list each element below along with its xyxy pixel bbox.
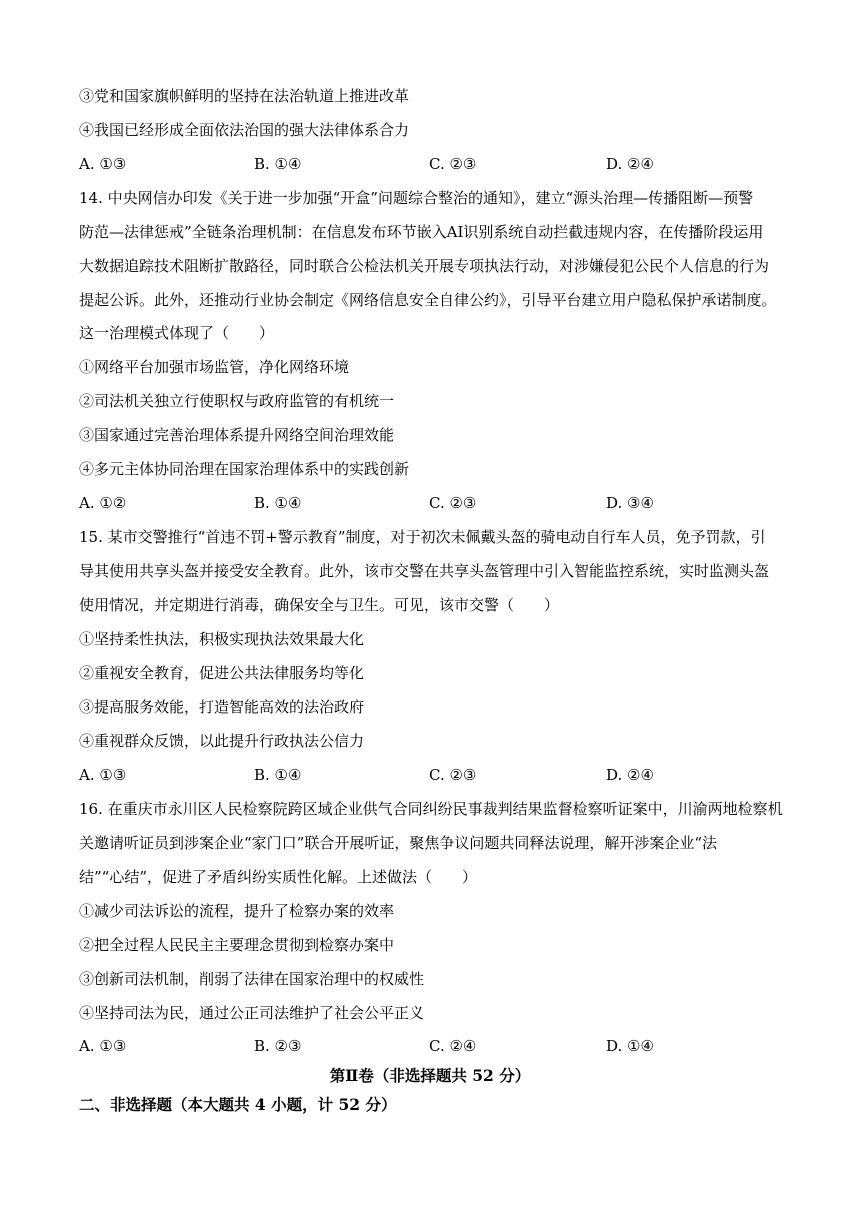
q13-choices (79, 154, 779, 174)
q16-choice-b: B. ②③ (254, 1037, 302, 1055)
q15-option-3: ③提高服务效能，打造智能高效的法治政府 (79, 698, 365, 716)
q16-stem-line-1: 16. 在重庆市永川区人民检察院跨区域企业供气合同纠纷民事裁判结果监督检察听证案中，川渝两地检察机 (79, 800, 783, 818)
q15-choice-d: D. ②④ (606, 766, 654, 784)
q14-choices (79, 493, 779, 513)
q16-option-1: ①减少司法诉讼的流程，提升了检察办案的效率 (79, 902, 395, 920)
part2-title: 第Ⅱ卷（非选择题共 52 分） (329, 1066, 531, 1085)
q13-choice-d: D. ②④ (606, 155, 654, 173)
q15-option-1: ①坚持柔性执法，积极实现执法效果最大化 (79, 630, 365, 648)
q15-option-2: ②重视安全教育，促进公共法律服务均等化 (79, 664, 365, 682)
q16-choice-a: A. ①③ (79, 1037, 127, 1055)
q15-stem-line-1: 15. 某市交警推行“首违不罚+警示教育”制度，对于初次未佩戴头盔的骑电动自行车人员，免予罚款，引 (79, 528, 766, 546)
q16-option-4: ④坚持司法为民，通过公正司法维护了社会公平正义 (79, 1004, 425, 1022)
q14-stem-line-2: 防范—法律惩戒”全链条治理机制：在信息发布环节嵌入AI识别系统自动拦截违规内容，在传播阶段运用 (79, 223, 764, 241)
q14-choice-d: D. ③④ (606, 494, 654, 512)
q13-choice-b: B. ①④ (254, 155, 302, 173)
q16-stem-line-3: 结”“心结”，促进了矛盾纠纷实质性化解。上述做法（ ） (79, 868, 478, 886)
q15-stem-line-2: 导其使用共享头盔并接受安全教育。此外，该市交警在共享头盔管理中引入智能监控系统，实时监测头盔 (79, 562, 770, 580)
q15-choice-a: A. ①③ (79, 766, 127, 784)
q16-choice-c: C. ②④ (429, 1037, 477, 1055)
q14-stem-line-4: 提起公诉。此外，还推动行业协会制定《网络信息安全自律公约》，引导平台建立用户隐私保护承诺制度。 (79, 291, 777, 309)
q15-choice-b: B. ①④ (254, 766, 302, 784)
q14-choice-a: A. ①② (79, 494, 127, 512)
q14-option-2: ②司法机关独立行使职权与政府监管的有机统一 (79, 392, 395, 410)
q13-choice-c: C. ②③ (429, 155, 477, 173)
q15-choice-c: C. ②③ (429, 766, 477, 784)
q16-option-2: ②把全过程人民民主主要理念贯彻到检察办案中 (79, 936, 395, 954)
q13-option-3: ③党和国家旗帜鲜明的坚持在法治轨道上推进改革 (79, 87, 410, 105)
q13-option-4: ④我国已经形成全面依法治国的强大法律体系合力 (79, 121, 410, 139)
q14-stem-line-1: 14. 中央网信办印发《关于进一步加强“开盒”问题综合整治的通知》，建立“源头治理—传播阻断—预警 (79, 189, 754, 207)
q15-option-4: ④重视群众反馈，以此提升行政执法公信力 (79, 732, 365, 750)
q16-stem-line-2: 关邀请听证员到涉案企业“家门口”联合开展听证，聚焦争议问题共同释法说理，解开涉案企业“法 (79, 834, 718, 852)
part2-heading: 二、非选择题（本大题共 4 小题，计 52 分） (79, 1095, 397, 1114)
q14-choice-b: B. ①④ (254, 494, 302, 512)
q16-option-3: ③创新司法机制，削弱了法律在国家治理中的权威性 (79, 970, 425, 988)
q16-choice-d: D. ①④ (606, 1037, 654, 1055)
q14-option-1: ①网络平台加强市场监管，净化网络环境 (79, 358, 350, 376)
q14-option-4: ④多元主体协同治理在国家治理体系中的实践创新 (79, 460, 410, 478)
q16-choices (79, 1036, 779, 1056)
q15-stem-line-3: 使用情况，并定期进行消毒，确保安全与卫生。可见，该市交警（ ） (79, 596, 560, 614)
q14-stem-line-5: 这一治理模式体现了（ ） (79, 324, 275, 342)
q15-choices (79, 765, 779, 785)
q13-choice-a: A. ①③ (79, 155, 127, 173)
q14-option-3: ③国家通过完善治理体系提升网络空间治理效能 (79, 426, 395, 444)
q14-stem-line-3: 大数据追踪技术阻断扩散路径，同时联合公检法机关开展专项执法行动，对涉嫌侵犯公民个人信息的行为 (79, 257, 770, 275)
q14-choice-c: C. ②③ (429, 494, 477, 512)
